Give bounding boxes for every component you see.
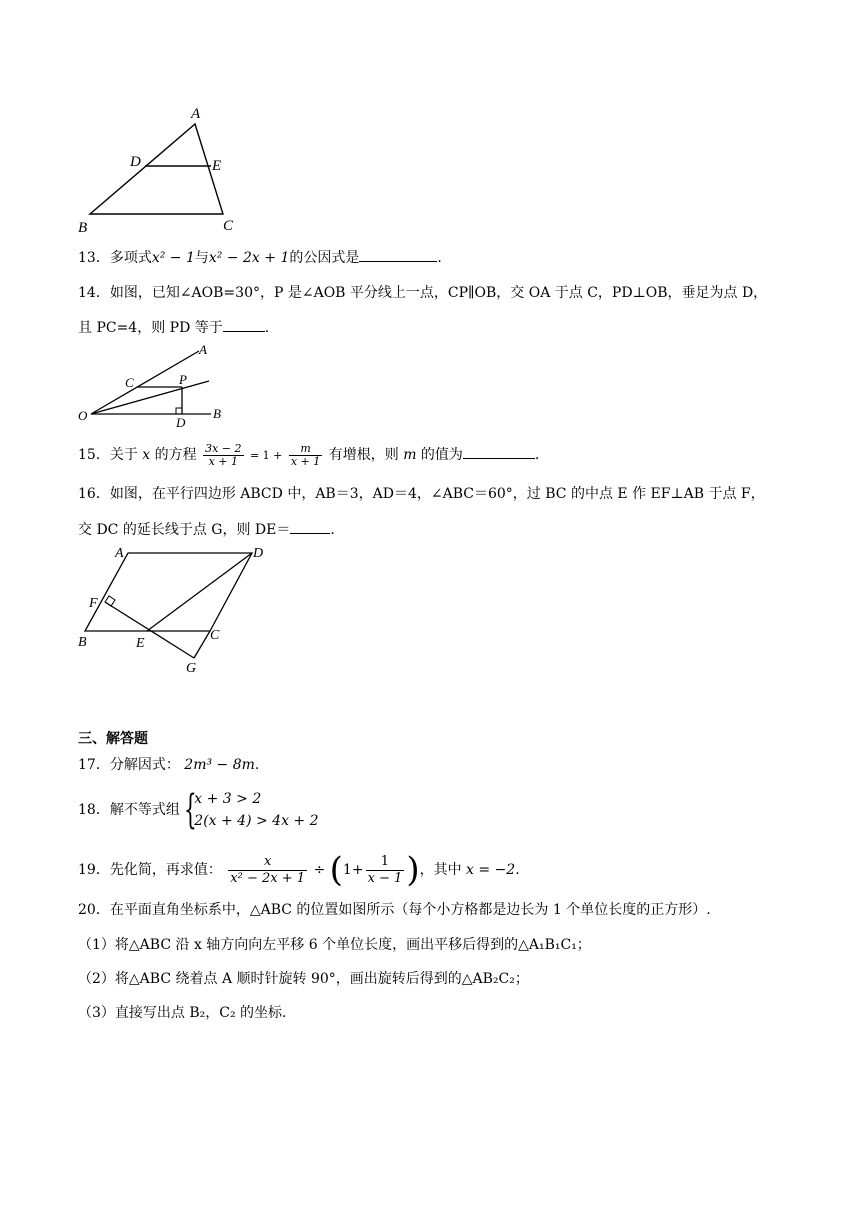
question-17 xyxy=(78,756,259,774)
period: . xyxy=(254,757,260,773)
question-20-part2: （2）将△ABC 绕着点 A 顺时针旋转 90°，画出旋转后得到的△AB₂C₂； xyxy=(78,971,529,987)
question-16-line2 xyxy=(78,519,335,539)
right-angle-mark xyxy=(176,408,182,414)
polynomial-1: x² − 1 xyxy=(151,250,195,266)
fraction-denominator: x + 1 xyxy=(208,454,239,468)
parallelogram-figure xyxy=(75,542,275,680)
q18-text: 解不等式组 xyxy=(109,802,180,818)
question-number: 17． xyxy=(78,757,110,773)
fraction-denominator: x − 1 xyxy=(367,870,403,886)
question-19 xyxy=(78,850,520,890)
question-number: 18． xyxy=(78,802,110,818)
q14-text-2: 且 PC=4，则 PD 等于 xyxy=(78,320,223,336)
question-number: 20． xyxy=(78,902,110,918)
question-number: 15． xyxy=(78,447,110,463)
period: . xyxy=(437,250,442,266)
period: . xyxy=(515,862,520,878)
fraction-numerator: 3x − 2 xyxy=(205,441,242,455)
label-f: F xyxy=(89,596,98,611)
section-heading: 三、解答题 xyxy=(78,731,148,747)
paren-close: ) xyxy=(406,850,420,890)
label-e: E xyxy=(136,636,145,651)
brace-icon: { xyxy=(184,787,198,833)
question-number: 16． xyxy=(78,486,110,502)
polynomial-2: x² − 2x + 1 xyxy=(208,250,290,266)
question-15 xyxy=(78,442,539,469)
label-a: A xyxy=(115,546,124,561)
inequality-1: x + 3 > 2 xyxy=(194,791,262,807)
label-b: B xyxy=(78,635,87,650)
question-14-line2 xyxy=(78,317,269,337)
q15-text: 关于 xyxy=(109,447,138,463)
label-e: E xyxy=(212,158,222,174)
label-a: A xyxy=(199,342,207,357)
period: . xyxy=(264,320,270,336)
q15-text-post2: 的值为 xyxy=(420,447,463,463)
inequality-system xyxy=(184,788,318,832)
fraction-numerator: 1 xyxy=(366,854,405,871)
q20-text: 在平面直角坐标系中，△ABC 的位置如图所示（每个小方格都是边长为 1 个单位长度的正方形）. xyxy=(109,902,711,918)
fraction-1 xyxy=(203,443,243,468)
question-number: 19． xyxy=(78,862,110,878)
label-g: G xyxy=(186,661,197,676)
label-d: D xyxy=(176,415,186,430)
label-c: C xyxy=(223,218,234,234)
label-c: C xyxy=(125,375,134,390)
q16-text-2: 交 DC 的延长线于点 G，则 DE＝ xyxy=(78,522,291,538)
q18-prefix xyxy=(78,799,180,821)
expression: 2m³ − 8m xyxy=(184,757,255,773)
parallelogram-abcd xyxy=(85,553,252,631)
question-20-part3: （3）直接写出点 B₂，C₂ 的坐标. xyxy=(78,1005,287,1021)
question-number: 13． xyxy=(78,250,110,266)
answer-blank[interactable] xyxy=(223,317,265,332)
fraction-inner xyxy=(366,854,405,887)
extension-cg xyxy=(194,631,210,658)
label-o: O xyxy=(78,408,88,423)
division-sign: ÷ xyxy=(313,862,326,878)
question-number: 14． xyxy=(78,285,110,301)
triangle-abc xyxy=(90,124,223,214)
variable-x: x xyxy=(142,447,151,463)
label-b: B xyxy=(78,220,88,235)
paren-open: ( xyxy=(329,850,343,890)
question-20-part1: （1）将△ABC 沿 x 轴方向向左平移 6 个单位长度，画出平移后得到的△A₁B₁C₁； xyxy=(78,937,591,953)
label-b: B xyxy=(213,406,221,421)
segment-de xyxy=(147,553,252,631)
q13-text-mid: 与 xyxy=(194,250,209,266)
question-20 xyxy=(78,901,711,919)
period: . xyxy=(534,447,540,463)
q15-text-post: 有增根，则 xyxy=(328,447,399,463)
answer-blank[interactable] xyxy=(359,247,437,262)
inequality-2: 2(x + 4) > 4x + 2 xyxy=(194,813,319,829)
angle-bisector-figure xyxy=(75,340,235,432)
label-c: C xyxy=(210,628,220,643)
condition: x = −2 xyxy=(466,862,516,878)
q13-text-post: 的公因式是 xyxy=(289,250,360,266)
triangle-figure-de xyxy=(75,100,245,235)
q17-text: 分解因式： xyxy=(109,757,180,773)
period: . xyxy=(330,522,335,538)
variable-m: m xyxy=(403,447,417,463)
q14-text: 如图，已知∠AOB=30°，P 是∠AOB 平分线上一点，CP∥OB，交 OA 于点 C，PD⊥OB，垂足为点 D， xyxy=(109,285,768,301)
question-13 xyxy=(78,247,442,267)
label-d: D xyxy=(253,546,264,561)
fraction-main xyxy=(228,854,307,887)
question-18 xyxy=(78,788,319,832)
label-d: D xyxy=(130,154,141,170)
question-14-line1 xyxy=(78,284,767,302)
q13-text: 多项式 xyxy=(109,250,152,266)
fraction-numerator: m xyxy=(289,443,322,456)
segment-fg xyxy=(105,602,194,658)
label-p: P xyxy=(179,372,187,387)
fraction-2 xyxy=(289,443,322,468)
q16-text: 如图，在平行四边形 ABCD 中，AB＝3，AD＝4，∠ABC＝60°，过 BC 的中点 E 作 EF⊥AB 于点 F， xyxy=(109,486,765,502)
fraction-denominator: x² − 2x + 1 xyxy=(230,870,306,886)
label-a: A xyxy=(191,106,201,122)
one-plus: 1+ xyxy=(342,862,364,878)
fraction-numerator: x xyxy=(228,854,307,871)
question-16-line1 xyxy=(78,485,765,503)
answer-blank[interactable] xyxy=(463,444,535,459)
answer-blank[interactable] xyxy=(290,519,330,534)
bisector-op xyxy=(91,381,209,414)
equals-one-plus: = 1 + xyxy=(249,449,283,462)
fraction-denominator: x + 1 xyxy=(290,454,321,468)
q19-text-post: ，其中 xyxy=(419,862,462,878)
q15-text-mid: 的方程 xyxy=(154,447,197,463)
q19-text: 先化简，再求值： xyxy=(109,862,222,878)
